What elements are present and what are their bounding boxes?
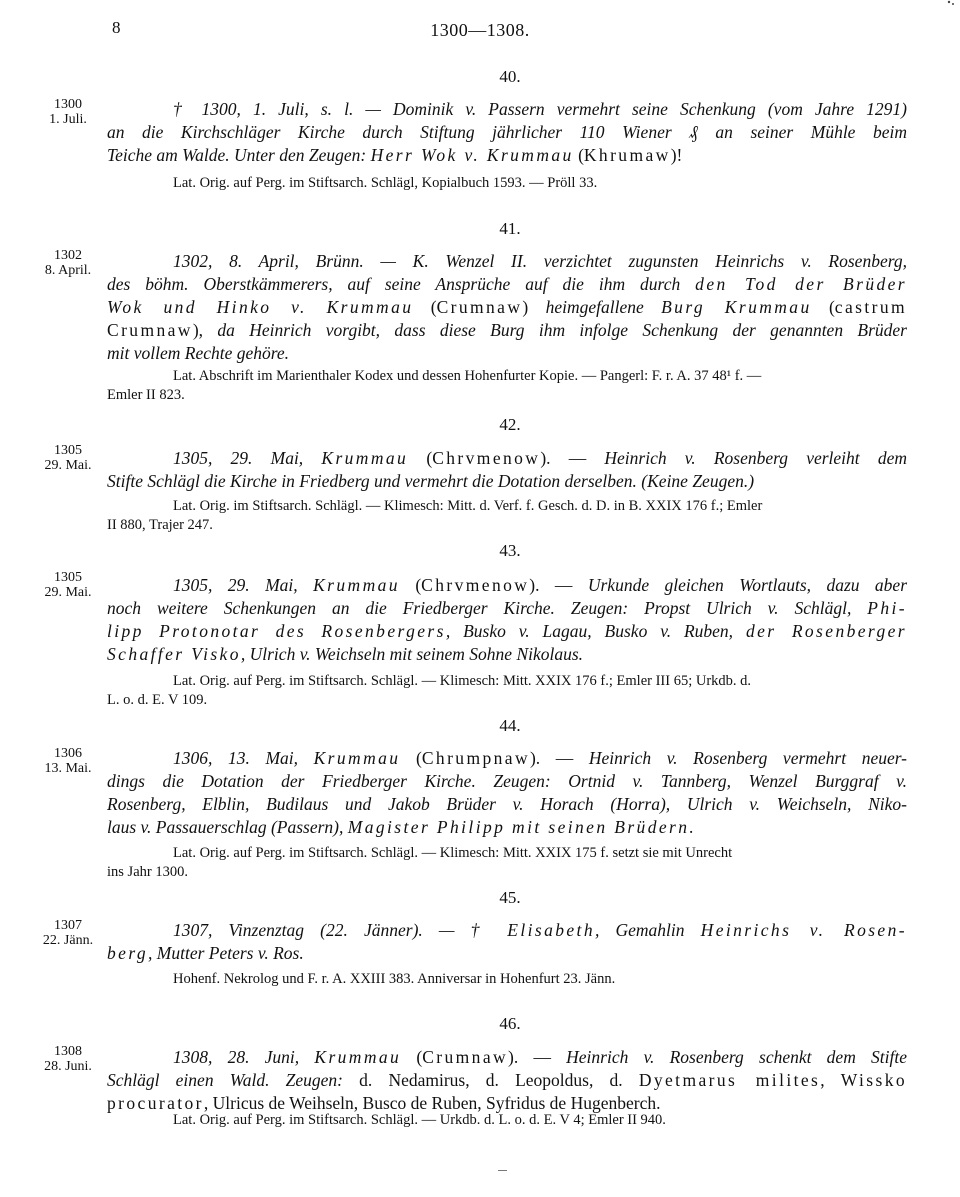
text-run: lipp Protonotar des Rosenbergers — [107, 621, 446, 641]
text-run: 1305, 29. Mai, — [173, 448, 322, 468]
source-line: Lat. Orig. auf Perg. im Stiftsarch. Schlägl. — Klimesch: Mitt. XXIX 175 f. setzt sie mit Unrecht — [173, 845, 733, 861]
text-run: Chrvmenow — [432, 448, 541, 468]
text-run: † 1300, 1. Juli, s. l. — Dominik v. Passern vermehrt seine Schenkung (vom Jahre 1291) — [173, 99, 907, 119]
source-line: Hohenf. Nekrolog und F. r. A. XXIII 383. Anniversar in Hohenfurt 23. Jänn. — [173, 971, 616, 987]
regest-line — [107, 597, 907, 620]
text-run: d. Nedamirus, d. Leopoldus, d. — [359, 1070, 639, 1090]
source-note — [107, 174, 907, 193]
text-run: Heinrich v. Rosenberg verleiht dem — [604, 448, 907, 468]
regest-line — [107, 770, 907, 793]
regest-line — [107, 942, 907, 965]
text-run: heimgefallene — [545, 297, 662, 317]
regest-text — [107, 919, 907, 965]
text-run: , Mutter Peters v. Ros. — [148, 943, 304, 963]
text-run: Wissko — [840, 1070, 907, 1090]
text-run: Elisabeth — [507, 920, 595, 940]
text-run: 1307, Vinzenztag (22. Jänner). — † — [173, 920, 508, 940]
margin-date-day: 28. Juni. — [44, 1059, 92, 1074]
text-run: an die Kirchschläger Kirche durch Stiftung jährlicher 110 Wiener ₰ an seiner Mühle beim — [107, 122, 907, 142]
margin-date — [38, 570, 98, 600]
regest-line — [107, 620, 907, 643]
page-number: 8 — [112, 18, 121, 37]
text-run: der Rosenberger — [745, 621, 907, 641]
text-run: da Heinrich vorgibt, dass diese Burg ihm infolge Schenkung der genannten Brüder — [217, 320, 907, 340]
margin-date-day: 8. April. — [44, 263, 92, 278]
text-run: Phi- — [867, 598, 907, 618]
text-run: Crumnaw — [436, 297, 523, 317]
margin-date — [38, 248, 98, 278]
source-note — [107, 672, 907, 710]
regest-line — [107, 250, 907, 273]
regest-text — [107, 747, 907, 839]
regest-line — [107, 919, 907, 942]
text-run: Urkunde gleichen Wortlauts, dazu aber — [587, 575, 908, 595]
regest-line — [107, 470, 907, 493]
margin-date-year: 1306 — [54, 746, 82, 761]
text-run: Wok und Hinko v. Krummau — [107, 297, 414, 317]
text-run: castrum — [834, 297, 907, 317]
text-run: noch weitere Schenkungen an die Friedberger Kirche. Zeugen: Propst Ulrich v. Schlägl, — [107, 598, 868, 618]
margin-date-year: 1308 — [54, 1044, 82, 1059]
regest-line — [107, 816, 907, 839]
margin-date-day: 22. Jänn. — [42, 933, 94, 948]
regest-text — [107, 447, 907, 493]
source-note — [107, 844, 907, 882]
text-run: Schaffer Visko — [107, 644, 241, 664]
corner-speck-mark — [946, 0, 956, 8]
text-run: Rosenberg, Elblin, Budilaus und Jakob Brüder v. Horach (Horra), Ulrich v. Weichseln, Niko- — [107, 794, 907, 814]
text-run: Teiche am Walde. Unter den Zeugen: — [107, 145, 371, 165]
text-run: den Tod der Brüder — [695, 274, 908, 294]
source-note — [107, 970, 907, 989]
regest-line — [107, 144, 907, 167]
regest-line — [107, 296, 907, 319]
source-line: Lat. Orig. auf Perg. im Stiftsarch. Schlägl. — Urkdb. d. L. o. d. E. V 4; Emler II 940. — [173, 1112, 666, 1128]
source-note — [107, 367, 907, 405]
text-run: ( — [400, 748, 422, 768]
text-run: Dyetmarus milites — [638, 1070, 821, 1090]
running-head: 1300—1308. — [430, 20, 530, 40]
regest-text — [107, 250, 907, 365]
margin-date-year: 1300 — [54, 97, 82, 112]
text-run: )! — [670, 145, 683, 165]
regest-line — [107, 447, 907, 470]
text-run: ( — [408, 448, 433, 468]
text-run: Schlägl einen Wald. Zeugen: — [107, 1070, 360, 1090]
entry-number: 44. — [499, 716, 521, 735]
text-run: ), — [192, 320, 218, 340]
text-run: ). — — [529, 748, 589, 768]
text-run: Chrvmenow — [421, 575, 530, 595]
regest-line — [107, 98, 907, 121]
entry-number: 42. — [499, 415, 521, 434]
text-run: procurator — [107, 1093, 204, 1113]
margin-date-year: 1302 — [54, 248, 82, 263]
margin-date-day: 29. Mai. — [44, 458, 92, 473]
regest-line — [107, 342, 907, 365]
margin-date — [38, 918, 98, 948]
regest-line — [107, 121, 907, 144]
margin-date-year: 1307 — [54, 918, 82, 933]
regest-line — [107, 747, 907, 770]
text-run: , Ulricus de Weihseln, Busco de Ruben, Syfridus de Hugenberch. — [203, 1093, 661, 1113]
source-line: ins Jahr 1300. — [107, 864, 188, 880]
margin-date-year: 1305 — [54, 443, 82, 458]
footer-mark — [498, 1170, 507, 1171]
text-run: Chrumpnaw — [421, 748, 530, 768]
text-run: ). — — [508, 1047, 567, 1067]
source-note — [107, 1111, 907, 1130]
text-run: dings die Dotation der Friedberger Kirche. Zeugen: Ortnid v. Tannberg, Wenzel Burggraf v. — [107, 771, 907, 791]
text-run: Burg Krummau — [661, 297, 812, 317]
text-run: Heinrich v. Rosenberg schenkt dem Stifte — [566, 1047, 908, 1067]
text-run: , — [820, 1070, 841, 1090]
entry-number: 43. — [499, 541, 521, 560]
source-line: Emler II 823. — [107, 387, 185, 403]
text-run: ( — [413, 297, 437, 317]
regest-line — [107, 1046, 907, 1069]
text-run: laus v. Passauerschlag (Passern), — [107, 817, 348, 837]
text-run: Heinrichs v. Rosen- — [700, 920, 907, 940]
text-run: Crumnaw — [422, 1047, 509, 1067]
text-run: Krummau — [313, 575, 400, 595]
text-run: Crumnaw — [107, 320, 193, 340]
text-run: ( — [811, 297, 835, 317]
text-run: des böhm. Oberstkämmerers, auf seine Ansprüche auf die ihm durch — [107, 274, 696, 294]
source-line: II 880, Trajer 247. — [107, 517, 213, 533]
text-run: mit vollem Rechte gehöre. — [107, 343, 290, 363]
text-run: ). — — [540, 448, 605, 468]
entry-number: 46. — [499, 1014, 521, 1033]
text-run: 1306, 13. Mai, — [173, 748, 314, 768]
margin-date — [38, 97, 98, 127]
text-run: , Ulrich v. Weichseln mit seinem Sohne Nikolaus. — [240, 644, 584, 664]
text-run: 1305, 29. Mai, — [173, 575, 314, 595]
text-run: , Gemahlin — [594, 920, 701, 940]
margin-date — [38, 443, 98, 473]
text-run: Khrumaw — [583, 145, 671, 165]
entry-number: 45. — [499, 888, 521, 907]
source-note — [107, 497, 907, 535]
margin-date — [38, 746, 98, 776]
regest-line — [107, 319, 907, 342]
source-line: L. o. d. E. V 109. — [107, 692, 208, 708]
margin-date-day: 13. Mai. — [44, 761, 92, 776]
margin-date-day: 1. Juli. — [49, 112, 87, 127]
text-run: Krummau — [313, 748, 401, 768]
text-run: 1302, 8. April, Brünn. — K. Wenzel II. verzichtet zugunsten Heinrichs v. Rosenberg, — [173, 251, 907, 271]
entry-number: 40. — [499, 67, 521, 86]
source-line: Lat. Orig. auf Perg. im Stiftsarch. Schlägl. — Klimesch: Mitt. XXIX 176 f.; Emler III 65; Urkdb. d. — [173, 673, 752, 689]
margin-date-year: 1305 — [54, 570, 82, 585]
text-run: ( — [399, 575, 422, 595]
margin-date-day: 29. Mai. — [44, 585, 92, 600]
regest-line — [107, 643, 907, 666]
source-line: Lat. Orig. auf Perg. im Stiftsarch. Schlägl, Kopialbuch 1593. — Pröll 33. — [173, 175, 598, 191]
regest-line — [107, 273, 907, 296]
regest-line — [107, 574, 907, 597]
text-run: , Busko v. Lagau, Busko v. Ruben, — [445, 621, 746, 641]
regest-text — [107, 574, 907, 666]
regest-text — [107, 98, 907, 167]
text-run: Krummau — [321, 448, 409, 468]
text-run: 1308, 28. Juni, — [173, 1047, 315, 1067]
source-line: Lat. Orig. im Stiftsarch. Schlägl. — Klimesch: Mitt. d. Verf. f. Gesch. d. D. in B. XXIX 176 f.; Emler — [173, 498, 763, 514]
text-run: ). — — [529, 575, 588, 595]
text-run: Herr Wok v. Krummau — [370, 145, 574, 165]
regest-line — [107, 1069, 907, 1092]
text-run: Krummau — [314, 1047, 402, 1067]
regest-text — [107, 1046, 907, 1115]
text-run: Heinrich v. Rosenberg vermehrt neuer- — [588, 748, 908, 768]
text-run: berg — [107, 943, 149, 963]
entry-number: 41. — [499, 219, 521, 238]
source-line: Lat. Abschrift im Marienthaler Kodex und dessen Hohenfurter Kopie. — Pangerl: F. r. A. 37 48¹ f. — — [173, 368, 762, 384]
text-run: Magister Philipp mit seinen Brüdern. — [347, 817, 697, 837]
text-run: ( — [401, 1047, 423, 1067]
text-run: ( — [573, 145, 584, 165]
margin-date — [38, 1044, 98, 1074]
text-run: Stifte Schlägl die Kirche in Friedberg und vermehrt die Dotation derselben. (Keine Zeugen.) — [107, 471, 755, 491]
regest-line — [107, 793, 907, 816]
text-run: ) — [522, 297, 546, 317]
